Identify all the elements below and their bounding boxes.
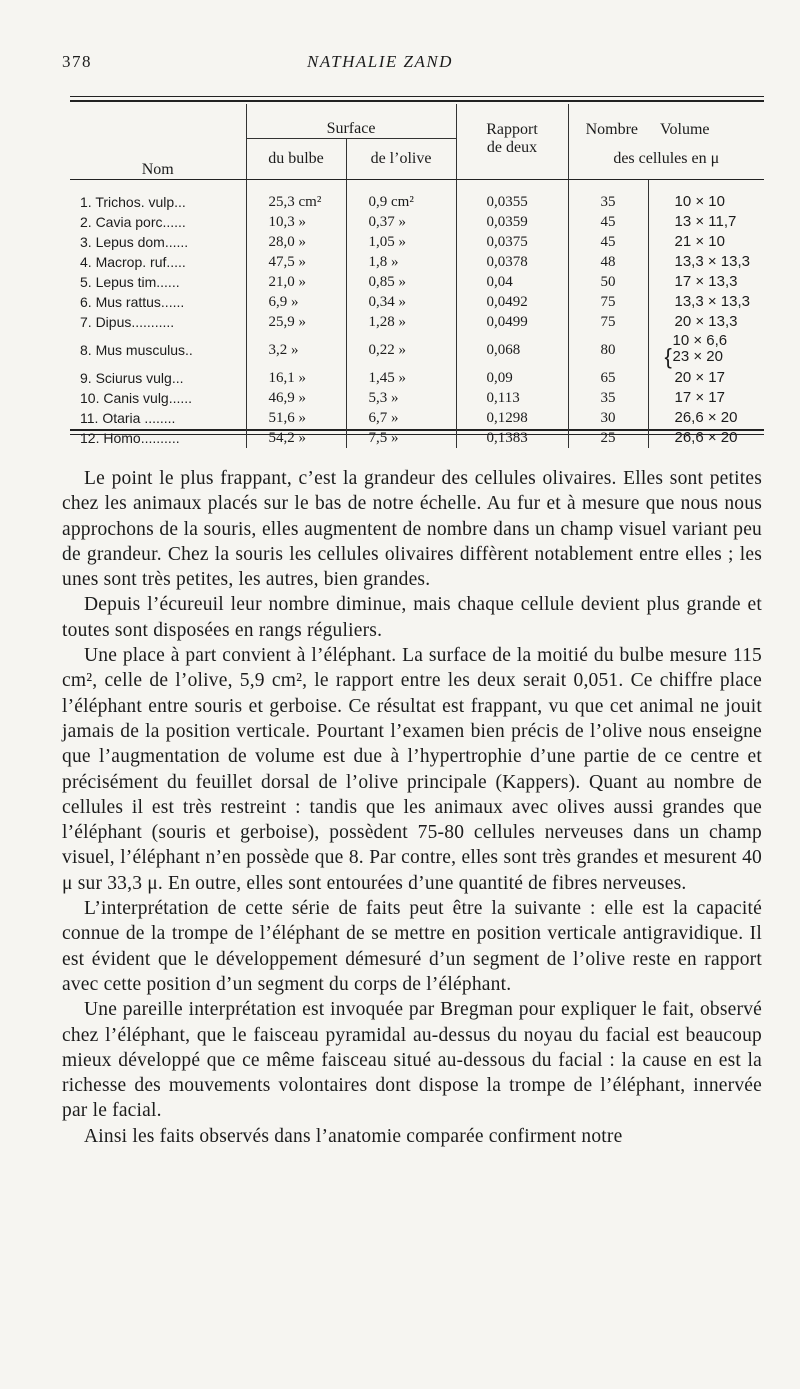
cell-rapport: 0,09 [456,368,568,388]
cell-olive: 1,05 » [346,232,456,252]
cell-nombre: 75 [568,312,648,332]
cell-volume: 20 × 13,3 [674,313,738,330]
cell-nombre: 45 [568,212,648,232]
table-row [70,232,764,252]
cell-volume: 26,6 × 20 [674,429,738,446]
cell-olive: 0,9 cm² [346,180,456,213]
cell-nombre: 45 [568,232,648,252]
data-table [70,104,764,448]
col-header-surface: Surface [246,104,456,139]
table-row [70,272,764,292]
cell-nom: 4. Macrop. ruf..... [70,252,246,272]
data-table-frame [70,96,764,446]
col-header-de-olive: de l’olive [346,139,456,180]
table-row [70,332,764,368]
col-header-nombre: Nombre [585,120,638,138]
cell-nombre: 30 [568,408,648,428]
cell-rapport: 0,0378 [456,252,568,272]
cell-volume: 20 × 17 [674,369,725,386]
cell-volume-pair [648,332,764,368]
paragraph: Ainsi les faits observés dans l’anatomie comparée confirment notre [84,1125,623,1147]
cell-bulbe: 6,9 » [246,292,346,312]
page-header [0,50,800,80]
table-row [70,252,764,272]
cell-rapport: 0,0375 [456,232,568,252]
col-header-de-deux: de deux [456,139,568,180]
cell-bulbe: 46,9 » [246,388,346,408]
cell-nombre: 25 [568,428,648,448]
col-header-des-cellules: des cellules en μ [568,139,764,180]
paragraph: Une pareille interprétation est invoquée par Bregman pour expliquer le fait, observé chez l’éléphant, que le faisceau pyramidal au-dessus du noyau du facial est beaucoup mieux développé que ce même faisceau situé au-dessous du facial : la cause en est la richesse des mouvements volontaires dont dispose la trompe de l’éléphant, innervée par le facial. [62,999,762,1122]
cell-nom: 8. Mus musculus.. [70,332,246,368]
cell-olive: 1,8 » [346,252,456,272]
cell-bulbe: 21,0 » [246,272,346,292]
cell-volume: 13 × 11,7 [674,213,737,230]
cell-olive: 6,7 » [346,408,456,428]
cell-volume: 17 × 13,3 [674,273,738,290]
cell-nom: 11. Otaria ........ [70,408,246,428]
cell-rapport: 0,0355 [456,180,568,213]
cell-olive: 1,45 » [346,368,456,388]
cell-bulbe: 3,2 » [246,332,346,368]
table-top-rule-thick [70,100,764,102]
cell-bulbe: 28,0 » [246,232,346,252]
cell-nom: 10. Canis vulg...... [70,388,246,408]
col-header-du-bulbe: du bulbe [246,139,346,180]
cell-rapport: 0,068 [456,332,568,368]
cell-volume: 17 × 17 [674,389,725,406]
table-row [70,408,764,428]
cell-olive: 5,3 » [346,388,456,408]
cell-volume-second: 23 × 20 [672,347,723,365]
cell-olive: 1,28 » [346,312,456,332]
cell-nombre: 65 [568,368,648,388]
cell-bulbe: 54,2 » [246,428,346,448]
cell-nom: 12. Homo.......... [70,428,246,448]
page-number: 378 [62,52,92,71]
cell-rapport: 0,0499 [456,312,568,332]
cell-rapport: 0,0359 [456,212,568,232]
cell-nom: 7. Dipus........... [70,312,246,332]
cell-olive: 0,37 » [346,212,456,232]
cell-nom: 9. Sciurus vulg... [70,368,246,388]
cell-olive: 7,5 » [346,428,456,448]
col-header-nom: Nom [70,104,246,180]
cell-olive: 0,22 » [346,332,456,368]
cell-bulbe: 51,6 » [246,408,346,428]
cell-volume: 13,3 × 13,3 [674,293,750,310]
cell-nom: 2. Cavia porc...... [70,212,246,232]
brace-glyph: { [664,344,672,370]
cell-rapport: 0,113 [456,388,568,408]
running-title: NATHALIE ZAND [307,52,453,71]
body-text [62,466,762,1149]
cell-volume: 26,6 × 20 [674,409,738,426]
cell-rapport: 0,0492 [456,292,568,312]
cell-olive: 0,85 » [346,272,456,292]
cell-volume: 13,3 × 13,3 [674,253,750,270]
cell-bulbe: 25,9 » [246,312,346,332]
paragraph: Une place à part convient à l’éléphant. La surface de la moitié du bulbe mesure 115 cm², celle de l’olive, 5,9 cm², le rapport entre les deux serait 0,051. Ce chiffre place l’éléphant entre souris et gerboise. Ce résultat est frappant, vu que cet animal ne jouit jamais de la position verticale. Pourtant l’examen bien précis de l’olive nous enseigne que l’augmentation de volume est due à l’hypertrophie d’une partie de ce centre et précisément du feuillet dorsal de l’olive principale (Kappers). Quant au nombre de cellules il est très restreint : tandis que les animaux avec olives aussi grandes que l’éléphant (souris et gerboise), possèdent 75-80 cellules nerveuses dans un champ visuel, l’éléphant n’en possède que 8. Par contre, elles sont très grandes et mesurent 40 μ sur 33,3 μ. En outre, elles sont entourées d’une quantité de fibres nerveuses. [62,645,762,894]
cell-rapport: 0,04 [456,272,568,292]
cell-nom: 1. Trichos. vulp... [70,180,246,213]
volume-stack [673,333,728,365]
cell-bulbe: 10,3 » [246,212,346,232]
cell-rapport: 0,1298 [456,408,568,428]
cell-nombre: 48 [568,252,648,272]
cell-nombre: 75 [568,292,648,312]
table-row [70,368,764,388]
col-header-rapport: Rapport [456,104,568,139]
paragraph: L’interprétation de cette série de faits peut être la suivante : elle est la capacité connue de la trompe de l’éléphant de se mettre en position verticale antigravidique. Il est évident que le développement démesuré d’un segment de l’olive reste en rapport avec cette position d’un segment du corps de l’éléphant. [62,898,762,995]
cell-bulbe: 47,5 » [246,252,346,272]
cell-nombre: 50 [568,272,648,292]
cell-nombre: 35 [568,180,648,213]
paragraph: Depuis l’écureuil leur nombre diminue, mais chaque cellule devient plus grande et toutes sont disposées en rangs réguliers. [62,594,762,641]
col-header-volume: Volume [660,120,710,138]
table-row [70,180,764,213]
table-top-rule [70,96,764,97]
table-row [70,212,764,232]
cell-olive: 0,34 » [346,292,456,312]
cell-volume: 10 × 10 [674,193,725,210]
cell-bulbe: 16,1 » [246,368,346,388]
cell-nom: 3. Lepus dom...... [70,232,246,252]
cell-nom: 6. Mus rattus...... [70,292,246,312]
table-row [70,428,764,448]
cell-rapport: 0,1383 [456,428,568,448]
cell-nom: 5. Lepus tim...... [70,272,246,292]
table-row [70,312,764,332]
cell-volume: 21 × 10 [674,233,725,250]
cell-volume: 10 × 6,6 [672,331,728,349]
cell-bulbe: 25,3 cm² [246,180,346,213]
cell-nombre: 35 [568,388,648,408]
paragraph: Le point le plus frappant, c’est la grandeur des cellules olivaires. Elles sont petites chez les animaux placés sur le bas de notre échelle. Au fur et à mesure que nous nous approchons de la souris, elles augmentent de nombre dans un champ visuel variant peu de grandeur. Chez la souris les cellules olivaires diffèrent notablement entre elles ; les unes sont très petites, les autres, bien grandes. [62,468,762,591]
table-row [70,388,764,408]
cell-nombre: 80 [568,332,648,368]
table-row [70,292,764,312]
